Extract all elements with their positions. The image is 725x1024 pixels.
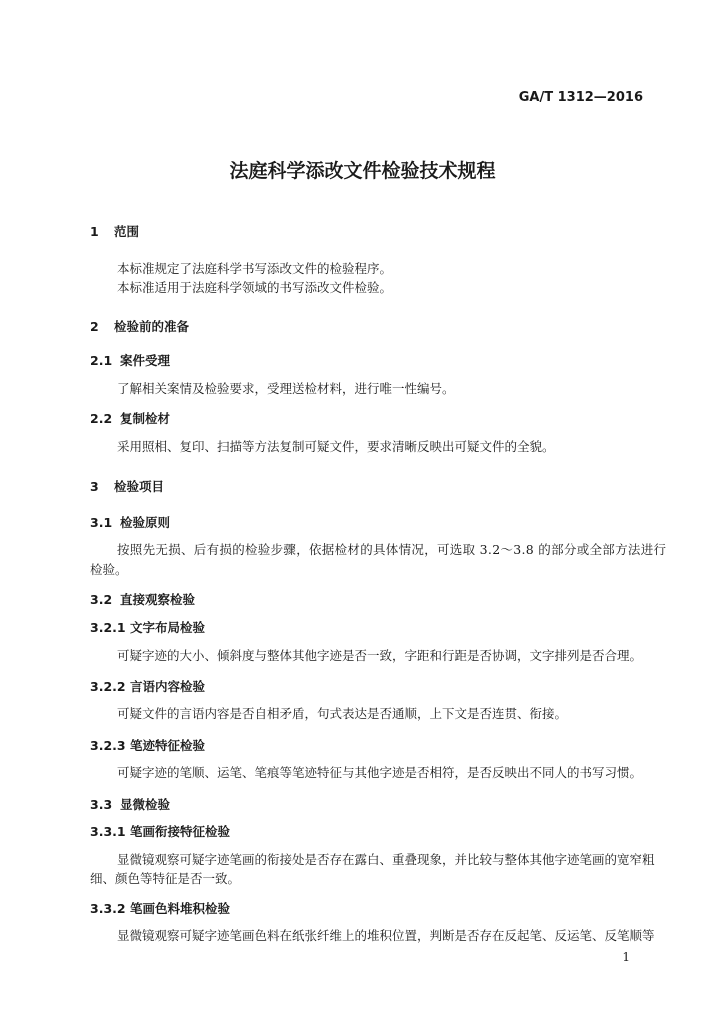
document-title: 法庭科学添改文件检验技术规程 xyxy=(229,160,496,182)
paragraph: 本标准适用于法庭科学领域的书写添改文件检验。 xyxy=(117,280,393,295)
section-number: 1 xyxy=(90,224,99,239)
section-title: 显微检验 xyxy=(120,797,171,812)
section-title: 检验前的准备 xyxy=(114,319,190,334)
section-heading xyxy=(90,795,170,813)
section-title: 笔迹特征检验 xyxy=(130,738,206,753)
paragraph: 可疑文件的言语内容是否自相矛盾，句式表达是否通顺，上下文是否连贯、衔接。 xyxy=(117,706,568,721)
section-heading xyxy=(90,822,230,840)
section-heading xyxy=(90,317,189,335)
paragraph: 本标准规定了法庭科学书写添改文件的检验程序。 xyxy=(117,261,393,276)
section-number: 3.2.1 xyxy=(90,620,126,635)
paragraph: 可疑字迹的大小、倾斜度与整体其他字迹是否一致，字距和行距是否协调，文字排列是否合理。 xyxy=(117,648,643,663)
paragraph: 可疑字迹的笔顺、运笔、笔痕等笔迹特征与其他字迹是否相符，是否反映出不同人的书写习惯。 xyxy=(117,765,643,780)
section-title: 复制检材 xyxy=(120,411,171,426)
page-number: 1 xyxy=(622,950,630,964)
section-heading xyxy=(90,477,164,495)
paragraph: 采用照相、复印、扫描等方法复制可疑文件，要求清晰反映出可疑文件的全貌。 xyxy=(117,439,555,454)
section-number: 2.2 xyxy=(90,411,113,426)
section-number: 3.3.2 xyxy=(90,901,126,916)
section-title: 检验原则 xyxy=(120,515,171,530)
section-title: 笔画色料堆积检验 xyxy=(130,901,231,916)
section-title: 直接观察检验 xyxy=(120,592,196,607)
section-number: 3.3.1 xyxy=(90,824,126,839)
paragraph: 显微镜观察可疑字迹笔画色料在纸张纤维上的堆积位置，判断是否存在反起笔、反运笔、反笔顺等 xyxy=(117,928,655,943)
section-number: 3.3 xyxy=(90,797,113,812)
section-title: 案件受理 xyxy=(120,353,171,368)
section-heading xyxy=(90,618,205,636)
paragraph-continued: 检验。 xyxy=(90,562,128,577)
section-number: 3.2.3 xyxy=(90,738,126,753)
section-number: 3 xyxy=(90,479,99,494)
section-title: 检验项目 xyxy=(114,479,165,494)
section-heading xyxy=(90,736,205,754)
section-heading xyxy=(90,351,170,369)
section-title: 言语内容检验 xyxy=(130,679,206,694)
section-number: 3.1 xyxy=(90,515,113,530)
section-title: 文字布局检验 xyxy=(130,620,206,635)
section-heading xyxy=(90,899,230,917)
section-title: 笔画衔接特征检验 xyxy=(130,824,231,839)
section-heading xyxy=(90,677,205,695)
standard-code: GA/T 1312—2016 xyxy=(518,90,643,105)
section-heading xyxy=(90,513,170,531)
section-title: 范围 xyxy=(114,224,140,239)
section-number: 3.2 xyxy=(90,592,113,607)
section-heading xyxy=(90,590,195,608)
section-heading xyxy=(90,409,170,427)
paragraph: 了解相关案情及检验要求，受理送检材料，进行唯一性编号。 xyxy=(117,381,455,396)
paragraph-continued: 细、颜色等特征是否一致。 xyxy=(90,871,241,886)
paragraph: 显微镜观察可疑字迹笔画的衔接处是否存在露白、重叠现象，并比较与整体其他字迹笔画的宽窄粗 xyxy=(117,852,655,867)
section-number: 2.1 xyxy=(90,353,113,368)
section-heading xyxy=(90,222,139,240)
section-number: 2 xyxy=(90,319,99,334)
section-number: 3.2.2 xyxy=(90,679,126,694)
paragraph: 按照先无损、后有损的检验步骤，依据检材的具体情况，可选取 3.2～3.8 的部分或全部方法进行 xyxy=(117,542,667,557)
